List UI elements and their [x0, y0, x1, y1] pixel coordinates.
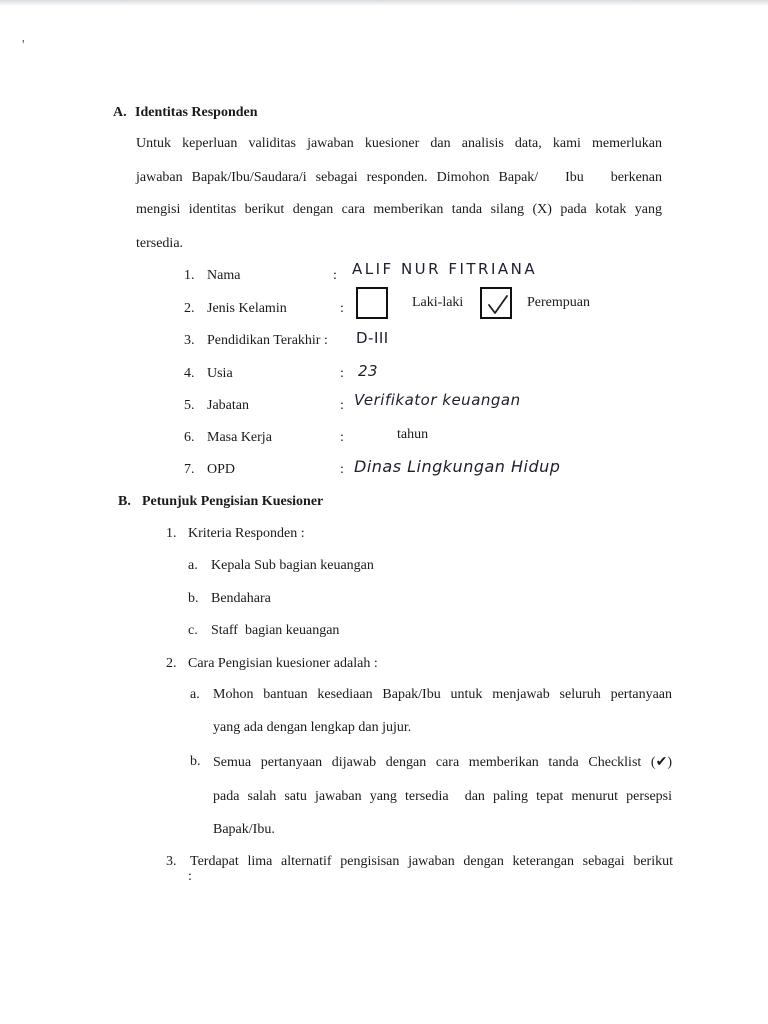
page-mark: ' — [22, 38, 25, 53]
item-text: Kriteria Responden : — [188, 526, 305, 541]
opd-value[interactable]: Dinas Lingkungan Hidup — [354, 457, 561, 476]
field-number: 7. — [184, 462, 195, 477]
field-label: Jabatan — [207, 398, 249, 413]
sub-text: Kepala Sub bagian keuangan — [211, 558, 374, 573]
field-label: OPD — [207, 462, 236, 477]
section-a-letter: A. — [113, 105, 127, 120]
field-label: Masa Kerja — [207, 430, 272, 445]
field-number: 3. — [184, 333, 195, 348]
nama-value[interactable]: ALIF NUR FITRIANA — [352, 260, 538, 278]
field-number: 5. — [184, 398, 195, 413]
field-number: 6. — [184, 430, 195, 445]
field-label: Pendidikan Terakhir : — [207, 333, 328, 348]
sub-text: Staff bagian keuangan — [211, 623, 340, 638]
checkmark-icon — [482, 289, 514, 321]
field-label: Nama — [207, 268, 241, 283]
usia-value[interactable]: 23 — [358, 362, 379, 380]
sub-letter: a. — [188, 558, 198, 573]
field-colon: : — [340, 301, 344, 316]
sub-letter: a. — [190, 687, 200, 702]
field-number: 4. — [184, 366, 195, 381]
field-colon: : — [340, 366, 344, 381]
intro-line-1: Untuk keperluan validitas jawaban kuesioner dan analisis data, kami memerlukan — [136, 136, 662, 151]
perempuan-label: Perempuan — [527, 295, 590, 310]
field-label: Usia — [207, 366, 233, 381]
item-number: 2. — [166, 656, 177, 671]
scan-edge — [0, 0, 768, 6]
sub-text: Mohon bantuan kesediaan Bapak/Ibu untuk menjawab seluruh pertanyaan — [213, 687, 672, 702]
sub-text: Semua pertanyaan dijawab dengan cara memberikan tanda Checklist (✔) — [213, 755, 672, 770]
item-number: 3. — [166, 854, 177, 869]
laki-laki-checkbox[interactable] — [356, 287, 388, 319]
item-text-cont: : — [188, 869, 192, 884]
field-colon: : — [333, 268, 337, 283]
sub-letter: b. — [190, 754, 201, 769]
intro-line-3: mengisi identitas berikut dengan cara memberikan tanda silang (X) pada kotak yang — [136, 202, 662, 217]
field-colon: : — [340, 398, 344, 413]
field-colon: : — [340, 462, 344, 477]
sub-text-cont: Bapak/Ibu. — [213, 822, 275, 837]
field-colon: : — [340, 430, 344, 445]
sub-letter: c. — [188, 623, 198, 638]
pendidikan-value[interactable]: D-III — [356, 329, 389, 347]
sub-text: Bendahara — [211, 591, 271, 606]
perempuan-checkbox[interactable] — [480, 287, 512, 319]
field-number: 1. — [184, 268, 195, 283]
field-number: 2. — [184, 301, 195, 316]
jabatan-value[interactable]: Verifikator keuangan — [354, 391, 521, 409]
section-b-letter: B. — [118, 494, 131, 509]
sub-letter: b. — [188, 591, 199, 606]
item-text: Cara Pengisian kuesioner adalah : — [188, 656, 378, 671]
field-label: Jenis Kelamin — [207, 301, 287, 316]
laki-laki-label: Laki-laki — [412, 295, 464, 310]
section-a-title: Identitas Responden — [135, 105, 258, 120]
section-b-title: Petunjuk Pengisian Kuesioner — [142, 494, 324, 509]
intro-line-2: jawaban Bapak/Ibu/Saudara/i sebagai responden. Dimohon Bapak/ Ibu berkenan — [136, 170, 662, 185]
intro-line-4: tersedia. — [136, 236, 184, 251]
sub-text-cont: pada salah satu jawaban yang tersedia dan paling tepat menurut persepsi — [213, 789, 672, 804]
item-number: 1. — [166, 526, 177, 541]
masa-kerja-suffix: tahun — [397, 427, 429, 442]
sub-text-cont: yang ada dengan lengkap dan jujur. — [213, 720, 412, 735]
item-text: Terdapat lima alternatif pengisisan jawaban dengan keterangan sebagai berikut — [190, 854, 673, 869]
